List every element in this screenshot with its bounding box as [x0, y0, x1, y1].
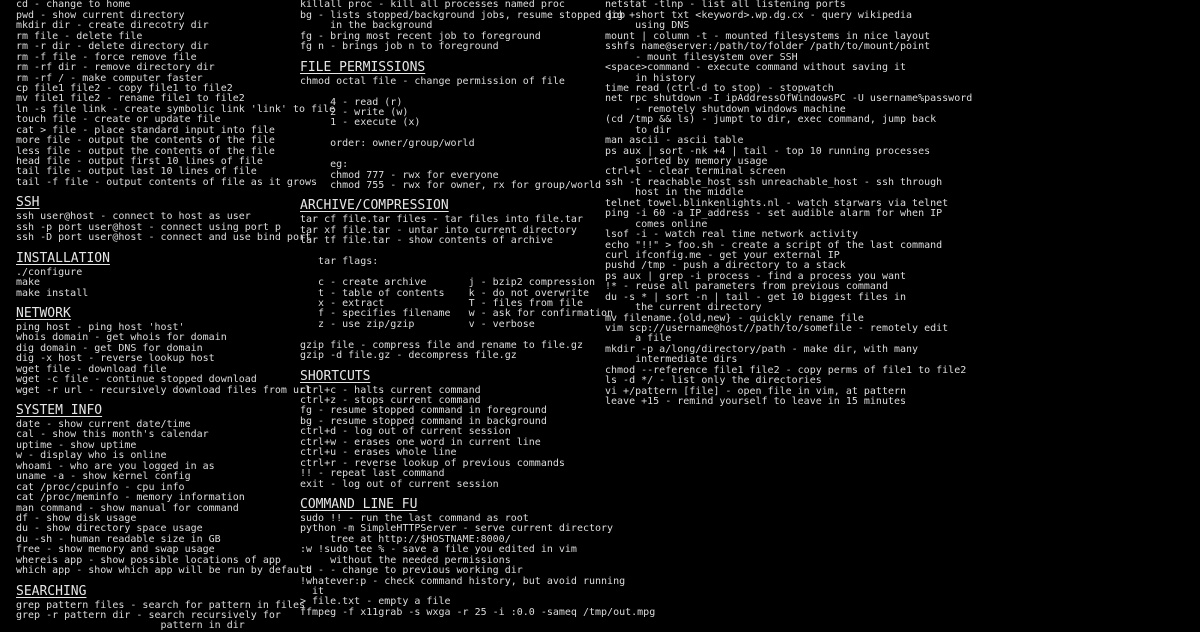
cheatsheet-column-3 — [605, 0, 901, 408]
command-line: ctrl+l - clear terminal screen — [605, 167, 901, 177]
command-line: cat /proc/cpuinfo - cpu info — [16, 483, 312, 493]
command-line: !! - repeat last command — [300, 469, 596, 479]
command-line: ctrl+d - log out of current session — [300, 427, 596, 437]
command-line: chmod 755 - rwx for owner, rx for group/world — [300, 181, 596, 191]
command-line: echo "!!" > foo.sh - create a script of the last command — [605, 241, 901, 251]
section-heading: INSTALLATION — [16, 251, 312, 266]
command-line: touch file - create or update file — [16, 115, 312, 125]
command-line: mount | column -t - mounted filesystems in nice layout — [605, 32, 901, 42]
command-line: tar xf file.tar - untar into current directory — [300, 226, 596, 236]
command-line: bg - lists stopped/background jobs, resume stopped job — [300, 11, 596, 21]
command-line: wget file - download file — [16, 365, 312, 375]
command-line: vim scp://username@host//path/to/somefile - remotely edit — [605, 324, 901, 334]
command-line: mv file1 file2 - rename file1 to file2 — [16, 94, 312, 104]
command-line: fg - bring most recent job to foreground — [300, 32, 596, 42]
command-line: ctrl+z - stops current command — [300, 396, 596, 406]
command-line: head file - output first 10 lines of file — [16, 157, 312, 167]
command-line: rm -r dir - delete directory dir — [16, 42, 312, 52]
command-line: ./configure — [16, 268, 312, 278]
command-line: cd - change to home — [16, 0, 312, 10]
command-line: rm -rf / - make computer faster — [16, 74, 312, 84]
command-line: chmod octal file - change permission of file — [300, 77, 596, 87]
command-line: mkdir -p a/long/directory/path - make dir, with many — [605, 345, 901, 355]
command-line: df - show disk usage — [16, 514, 312, 524]
command-line: gzip -d file.gz - decompress file.gz — [300, 351, 596, 361]
command-line: rm file - delete file — [16, 32, 312, 42]
command-line: pushd /tmp - push a directory to a stack — [605, 261, 901, 271]
command-line: ps aux | grep -i process - find a process you want — [605, 272, 901, 282]
command-line: 4 - read (r) — [300, 98, 596, 108]
command-line: the current directory — [605, 303, 901, 313]
section-heading: SSH — [16, 195, 312, 210]
command-line: tar cf file.tar files - tar files into file.tar — [300, 215, 596, 225]
command-line: intermediate dirs — [605, 355, 901, 365]
command-line: pwd - show current directory — [16, 11, 312, 21]
command-line: 2 - write (w) — [300, 108, 596, 118]
command-line: fg n - brings job n to foreground — [300, 42, 596, 52]
command-line: tar flags: — [300, 257, 596, 267]
command-line: - remotely shutdown windows machine — [605, 105, 901, 115]
command-line: make — [16, 278, 312, 288]
command-line: tail file - output last 10 lines of file — [16, 167, 312, 177]
command-line: man ascii - ascii table — [605, 136, 901, 146]
command-line: wget -r url - recursively download files from url — [16, 386, 312, 396]
command-line: (cd /tmp && ls) - jumpt to dir, exec command, jump back — [605, 115, 901, 125]
command-line: ssh user@host - connect to host as user — [16, 212, 312, 222]
command-line: dig +short txt <keyword>.wp.dg.cx - query wikipedia — [605, 11, 901, 21]
command-line: ctrl+c - halts current command — [300, 386, 596, 396]
command-line: <space>command - execute command without saving it — [605, 63, 901, 73]
section-heading: NETWORK — [16, 306, 312, 321]
command-line: time read (ctrl-d to stop) - stopwatch — [605, 84, 901, 94]
command-line: ping host - ping host 'host' — [16, 323, 312, 333]
command-line: ln -s file link - create symbolic link 'link' to file — [16, 105, 312, 115]
command-line: w - display who is online — [16, 451, 312, 461]
command-line: telnet towel.blinkenlights.nl - watch starwars via telnet — [605, 199, 901, 209]
command-line: ping -i 60 -a IP_address - set audible alarm for when IP — [605, 209, 901, 219]
command-line: :w !sudo tee % - save a file you edited in vim — [300, 545, 596, 555]
command-line: tree at http://$HOSTNAME:8000/ — [300, 535, 596, 545]
command-line: mkdir dir - create direcotry dir — [16, 21, 312, 31]
command-line: make install — [16, 289, 312, 299]
command-line: order: owner/group/world — [300, 139, 596, 149]
command-line: in the background — [300, 21, 596, 31]
cheatsheet-column-1 — [16, 0, 312, 632]
command-line: host in the middle — [605, 188, 901, 198]
command-line: python -m SimpleHTTPServer - serve current directory — [300, 524, 596, 534]
command-line: bg - resume stopped command in background — [300, 417, 596, 427]
command-line: fg - resume stopped command in foreground — [300, 406, 596, 416]
command-line: cal - show this month's calendar — [16, 430, 312, 440]
command-line: cat > file - place standard input into file — [16, 126, 312, 136]
command-line: dig domain - get DNS for domain — [16, 344, 312, 354]
command-line: exit - log out of current session — [300, 480, 596, 490]
command-line: ls -d */ - list only the directories — [605, 376, 901, 386]
command-line: tail -f file - output contents of file as it grows — [16, 178, 312, 188]
command-line: ffmpeg -f x11grab -s wxga -r 25 -i :0.0 -sameq /tmp/out.mpg — [300, 608, 596, 618]
command-line: sshfs name@server:/path/to/folder /path/to/mount/point — [605, 42, 901, 52]
command-line: a file — [605, 334, 901, 344]
section-heading: SEARCHING — [16, 584, 312, 599]
command-line: killall proc - kill all processes named proc — [300, 0, 596, 10]
command-line: using DNS — [605, 21, 901, 31]
command-line: pattern in dir — [16, 621, 312, 631]
command-line: z - use zip/gzip v - verbose — [300, 320, 596, 330]
command-line: c - create archive j - bzip2 compression — [300, 278, 596, 288]
command-line: tar tf file.tar - show contents of archive — [300, 236, 596, 246]
command-line: leave +15 - remind yourself to leave in 15 minutes — [605, 397, 901, 407]
command-line: ctrl+w - erases one word in current line — [300, 438, 596, 448]
command-line: du -sh - human readable size in GB — [16, 535, 312, 545]
command-line: grep -r pattern dir - search recursively for — [16, 611, 312, 621]
command-line: - mount filesystem over SSH — [605, 53, 901, 63]
command-line: ps aux | sort -nk +4 | tail - top 10 running processes — [605, 147, 901, 157]
command-line: ssh -p port user@host - connect using port p — [16, 223, 312, 233]
command-line: du -s * | sort -n | tail - get 10 biggest files in — [605, 293, 901, 303]
command-line: cp file1 file2 - copy file1 to file2 — [16, 84, 312, 94]
command-line: du - show directory space usage — [16, 524, 312, 534]
command-line: free - show memory and swap usage — [16, 545, 312, 555]
command-line: uptime - show uptime — [16, 441, 312, 451]
command-line: > file.txt - empty a file — [300, 597, 596, 607]
command-line: !* - reuse all parameters from previous command — [605, 282, 901, 292]
command-line: whois domain - get whois for domain — [16, 333, 312, 343]
command-line: whoami - who are you logged in as — [16, 462, 312, 472]
command-line: chmod 777 - rwx for everyone — [300, 171, 596, 181]
command-line: to dir — [605, 126, 901, 136]
command-line: comes online — [605, 220, 901, 230]
blank-line — [300, 87, 596, 97]
command-line: wget -c file - continue stopped download — [16, 375, 312, 385]
command-line: sorted by memory usage — [605, 157, 901, 167]
section-heading: ARCHIVE/COMPRESSION — [300, 198, 596, 213]
section-heading: SYSTEM INFO — [16, 403, 312, 418]
command-line: t - table of contents k - do not overwrite — [300, 289, 596, 299]
command-line: uname -a - show kernel config — [16, 472, 312, 482]
command-line: chmod --reference file1 file2 - copy perms of file1 to file2 — [605, 366, 901, 376]
command-line: vi +/pattern [file] - open file in vim, at pattern — [605, 387, 901, 397]
command-line: it — [300, 587, 596, 597]
command-line: x - extract T - files from file — [300, 299, 596, 309]
cheatsheet-column-2 — [300, 0, 596, 618]
command-line: curl ifconfig.me - get your external IP — [605, 251, 901, 261]
command-line: in history — [605, 74, 901, 84]
command-line: rm -f file - force remove file — [16, 53, 312, 63]
command-line: man command - show manual for command — [16, 504, 312, 514]
command-line: lsof -i - watch real time network activity — [605, 230, 901, 240]
command-line: !whatever:p - check command history, but avoid running — [300, 577, 596, 587]
section-heading: SHORTCUTS — [300, 369, 596, 384]
command-line: without the needed permissions — [300, 556, 596, 566]
command-line: more file - output the contents of the file — [16, 136, 312, 146]
command-line: ctrl+u - erases whole line — [300, 448, 596, 458]
section-heading: FILE PERMISSIONS — [300, 60, 596, 75]
command-line: grep pattern files - search for pattern in files — [16, 601, 312, 611]
command-line: less file - output the contents of the file — [16, 147, 312, 157]
command-line: rm -rf dir - remove directory dir — [16, 63, 312, 73]
command-line: ssh -D port user@host - connect and use bind port — [16, 233, 312, 243]
command-line: netstat -tlnp - list all listening ports — [605, 0, 901, 10]
command-line: which app - show which app will be run by default — [16, 566, 312, 576]
command-line: eg: — [300, 160, 596, 170]
command-line: net rpc shutdown -I ipAddressOfWindowsPC -U username%password — [605, 94, 901, 104]
command-line: mv filename.{old,new} - quickly rename file — [605, 314, 901, 324]
command-line: cd - - change to previous working dir — [300, 566, 596, 576]
command-line: cat /proc/meminfo - memory information — [16, 493, 312, 503]
command-line: f - specifies filename w - ask for confirmation — [300, 309, 596, 319]
command-line: whereis app - show possible locations of app — [16, 556, 312, 566]
command-line: ctrl+r - reverse lookup of previous commands — [300, 459, 596, 469]
command-line: ssh -t reachable_host ssh unreachable_host - ssh through — [605, 178, 901, 188]
command-line: date - show current date/time — [16, 420, 312, 430]
command-line: 1 - execute (x) — [300, 118, 596, 128]
command-line: dig -x host - reverse lookup host — [16, 354, 312, 364]
section-heading: COMMAND LINE FU — [300, 497, 596, 512]
command-line: sudo !! - run the last command as root — [300, 514, 596, 524]
command-line: gzip file - compress file and rename to file.gz — [300, 341, 596, 351]
